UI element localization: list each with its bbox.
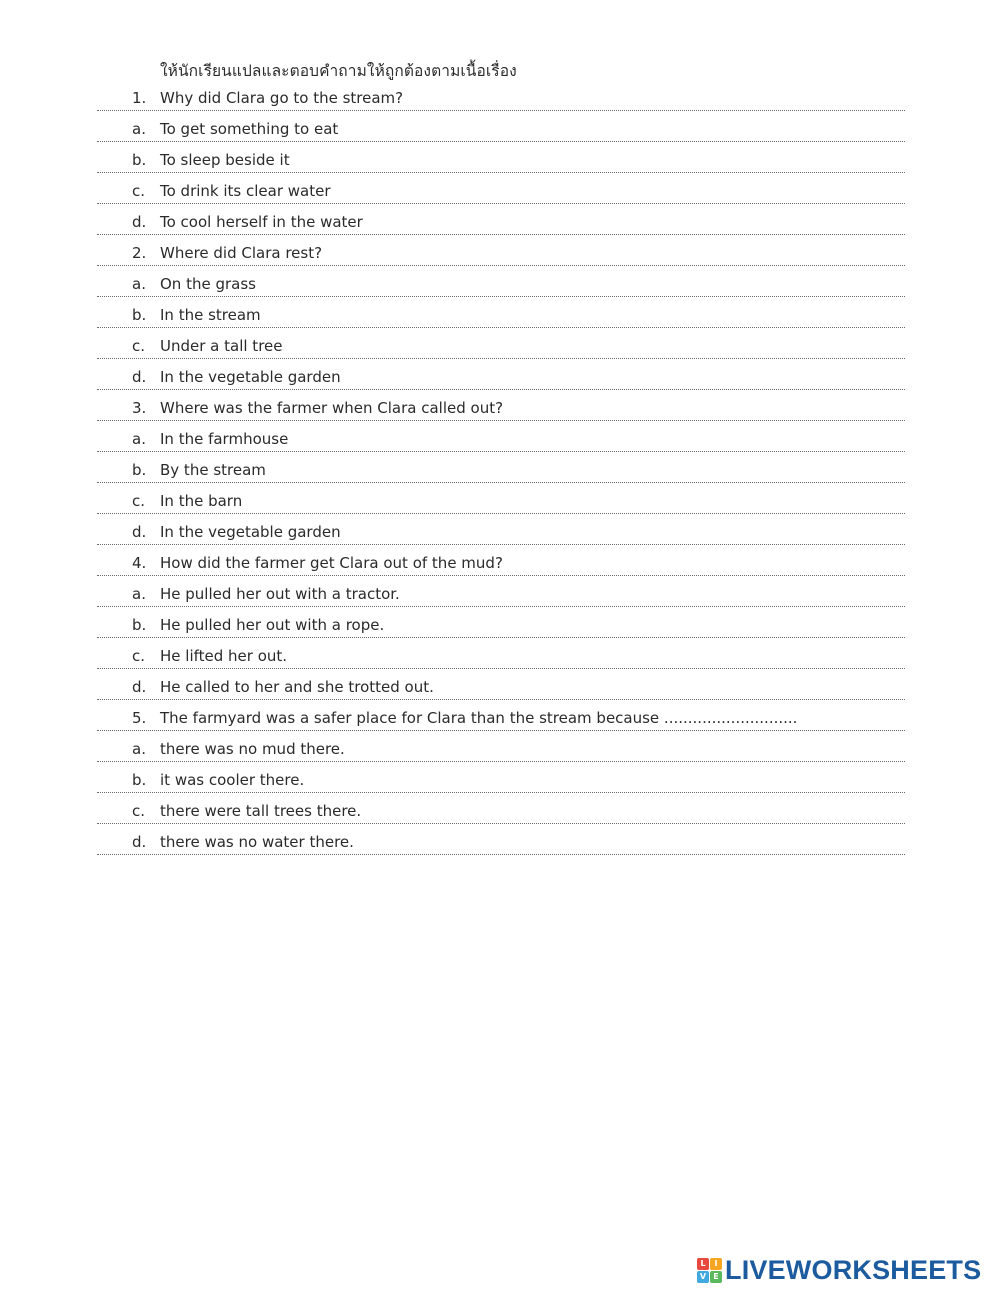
row-marker: 4.: [132, 554, 147, 572]
row-marker: d.: [132, 833, 147, 851]
row-marker: 2.: [132, 244, 147, 262]
option-row: [97, 669, 905, 700]
row-text: there were tall trees there.: [160, 802, 362, 820]
option-row: [97, 111, 905, 142]
option-row: [97, 204, 905, 235]
question-row: [97, 390, 905, 421]
logo-letter-tile: I: [710, 1258, 722, 1270]
row-marker: b.: [132, 151, 147, 169]
row-text: By the stream: [160, 461, 266, 479]
row-marker: d.: [132, 678, 147, 696]
row-text: To sleep beside it: [160, 151, 290, 169]
row-marker: a.: [132, 585, 146, 603]
logo-letter-tile: E: [710, 1271, 722, 1283]
row-text: In the vegetable garden: [160, 523, 341, 541]
row-marker: c.: [132, 802, 146, 820]
option-row: [97, 266, 905, 297]
question-row: [97, 545, 905, 576]
option-row: [97, 452, 905, 483]
row-text: there was no mud there.: [160, 740, 345, 758]
row-text: On the grass: [160, 275, 256, 293]
row-text: In the farmhouse: [160, 430, 289, 448]
logo-letter-tile: V: [697, 1271, 709, 1283]
row-text: He pulled her out with a tractor.: [160, 585, 400, 603]
question-list: [97, 80, 905, 855]
row-text: In the vegetable garden: [160, 368, 341, 386]
row-marker: a.: [132, 430, 146, 448]
logo-letter-tile: L: [697, 1258, 709, 1270]
row-marker: a.: [132, 275, 146, 293]
option-row: [97, 607, 905, 638]
row-text: How did the farmer get Clara out of the mud?: [160, 554, 503, 572]
option-row: [97, 731, 905, 762]
option-row: [97, 576, 905, 607]
row-text: In the stream: [160, 306, 261, 324]
option-row: [97, 173, 905, 204]
row-text: it was cooler there.: [160, 771, 305, 789]
liveworksheets-logo: [697, 1255, 981, 1285]
option-row: [97, 297, 905, 328]
row-marker: d.: [132, 213, 147, 231]
row-marker: b.: [132, 306, 147, 324]
option-row: [97, 824, 905, 855]
row-marker: c.: [132, 337, 146, 355]
row-text: To drink its clear water: [160, 182, 331, 200]
row-marker: b.: [132, 461, 147, 479]
option-row: [97, 328, 905, 359]
row-text: The farmyard was a safer place for Clara than the stream because ............................: [160, 709, 798, 727]
question-row: [97, 235, 905, 266]
option-row: [97, 142, 905, 173]
row-marker: b.: [132, 616, 147, 634]
row-marker: d.: [132, 523, 147, 541]
option-row: [97, 483, 905, 514]
row-text: He pulled her out with a rope.: [160, 616, 385, 634]
row-marker: d.: [132, 368, 147, 386]
row-marker: c.: [132, 182, 146, 200]
question-row: [97, 80, 905, 111]
row-marker: b.: [132, 771, 147, 789]
row-text: He lifted her out.: [160, 647, 288, 665]
option-row: [97, 762, 905, 793]
option-row: [97, 514, 905, 545]
option-row: [97, 793, 905, 824]
worksheet-instruction: ให้นักเรียนแปลและตอบคำถามให้ถูกต้องตามเนื้อเรื่อง: [160, 62, 517, 80]
row-text: He called to her and she trotted out.: [160, 678, 434, 696]
row-text: Under a tall tree: [160, 337, 283, 355]
row-marker: 1.: [132, 89, 147, 107]
row-text: there was no water there.: [160, 833, 354, 851]
row-marker: c.: [132, 647, 146, 665]
row-marker: a.: [132, 740, 146, 758]
option-row: [97, 421, 905, 452]
row-marker: 3.: [132, 399, 147, 417]
logo-icon: [697, 1258, 722, 1283]
row-marker: c.: [132, 492, 146, 510]
row-text: Where did Clara rest?: [160, 244, 323, 262]
row-marker: a.: [132, 120, 146, 138]
row-text: Why did Clara go to the stream?: [160, 89, 404, 107]
option-row: [97, 359, 905, 390]
row-text: In the barn: [160, 492, 243, 510]
logo-text: LIVEWORKSHEETS: [725, 1254, 982, 1285]
option-row: [97, 638, 905, 669]
row-marker: 5.: [132, 709, 147, 727]
row-text: To get something to eat: [160, 120, 339, 138]
row-text: To cool herself in the water: [160, 213, 363, 231]
question-row: [97, 700, 905, 731]
row-text: Where was the farmer when Clara called out?: [160, 399, 504, 417]
